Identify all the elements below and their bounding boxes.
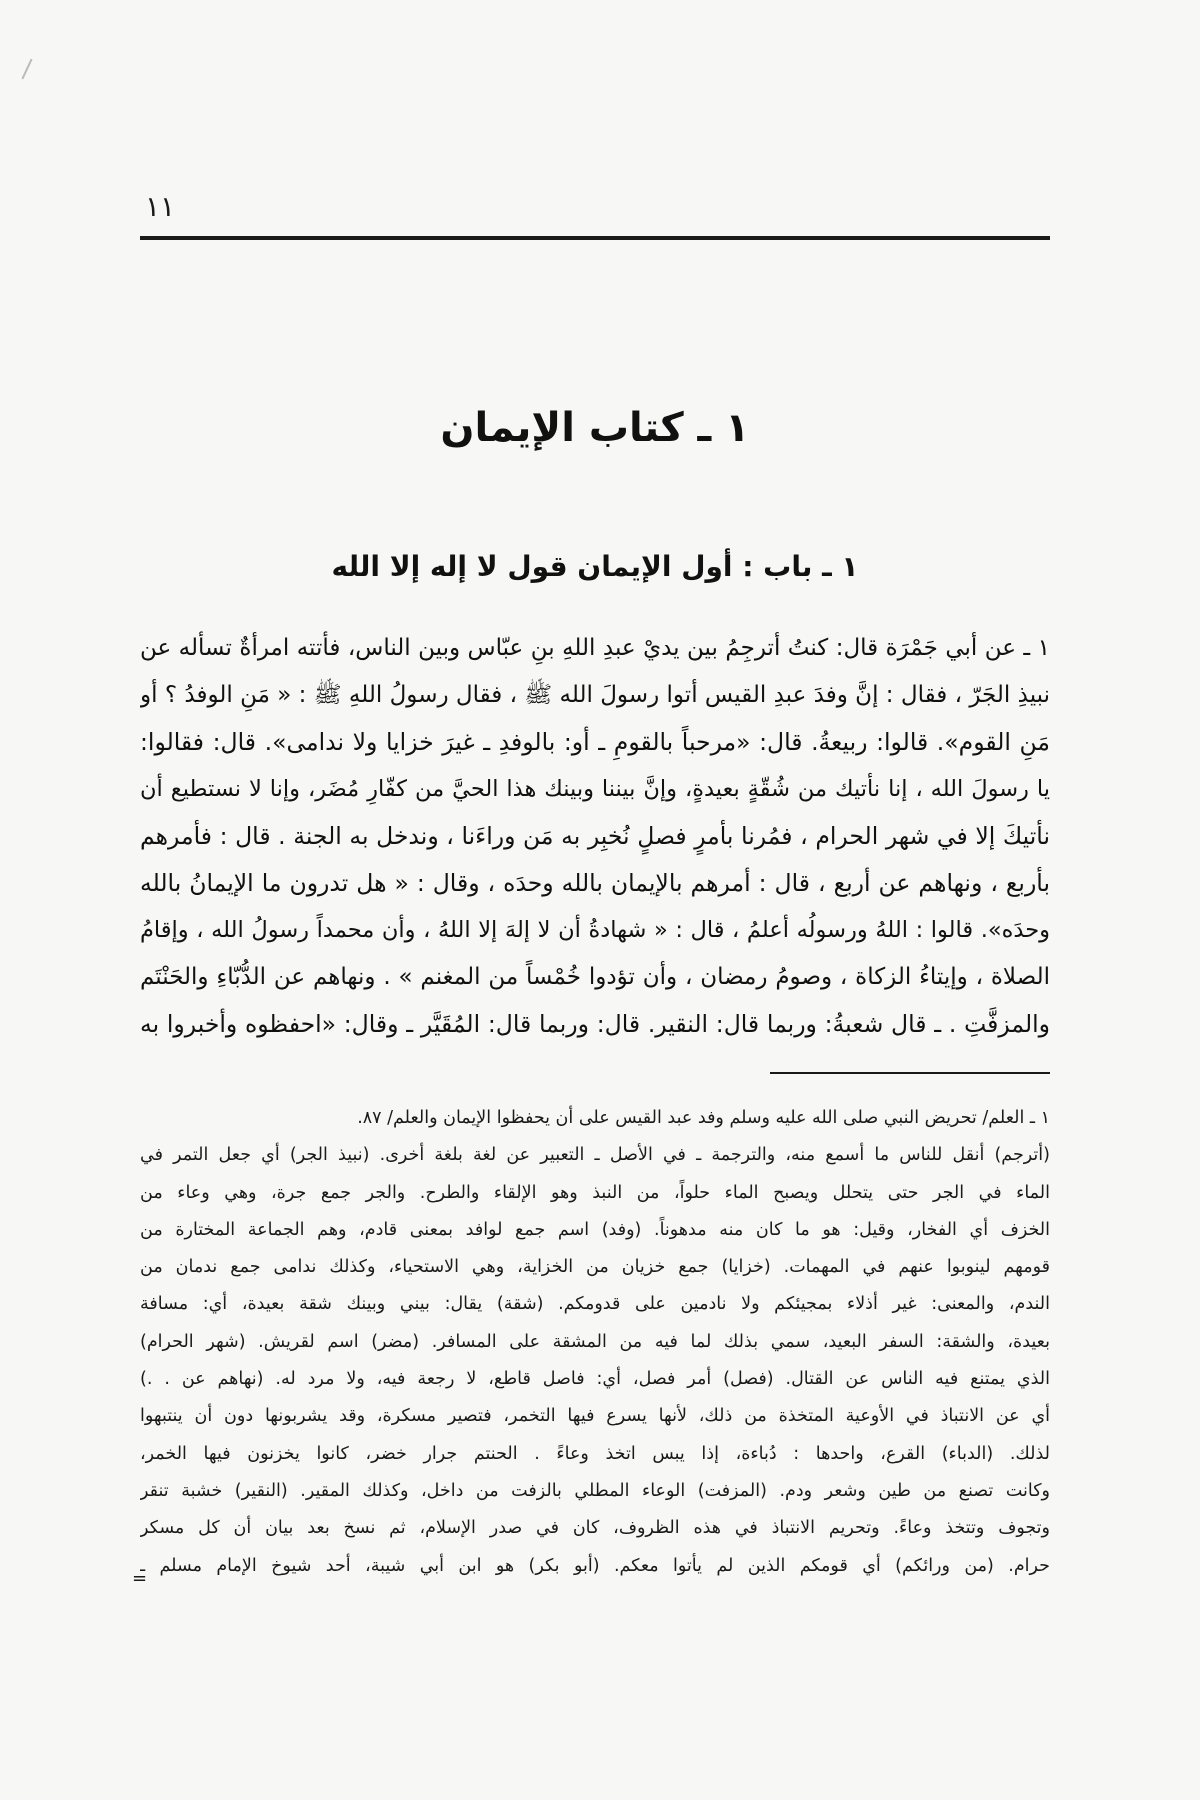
hadith-line: مَنِ القوم». قالوا: ربيعةُ. قال: «مرحباً بالقومِ ـ أو: بالوفدِ ـ غيرَ خزايا ولا ندامى». قال: فقالوا: (140, 728, 1050, 756)
footnotes (140, 1100, 1050, 1585)
hadith-line: نأتيكَ إلا في شهر الحرام ، فمُرنا بأمرٍ فصلٍ نُخبِر به مَن وراءَنا ، وندخل به الجنة . قال : فأمرهم (140, 822, 1050, 850)
footnote-line: حرام. (من ورائكم) أي قومكم الذين لم يأتوا معكم. (أبو بكر) هو ابن أبي شيبة، أحد شيوخ الإمام مسلم ـ (140, 1555, 1050, 1576)
footnote-line: قومهم لينوبوا عنهم في المهمات. (خزايا) جمع خزيان من الخزاية، وهي الاستحياء، وكذلك ندامى جمع ندمان من (140, 1257, 1050, 1278)
hadith-text (140, 625, 1050, 1048)
page-number: ١١ (145, 190, 176, 223)
footnote-line: بعيدة، والشقة: السفر البعيد، سمي بذلك لما فيه من المشقة على المسافر. (مضر) اسم لقريش. (شهر الحرام) (140, 1331, 1050, 1352)
footnote-line: وكانت تصنع من طين وشعر ودم. (المزفت) الوعاء المطلي بالزفت من داخل، وكذلك المقير. (النقير) خشبة تنقر (140, 1480, 1050, 1501)
footnote-line: وتجوف وتتخذ وعاءً. وتحريم الانتباذ في هذه الظروف، كان في صدر الإسلام، ثم نسخ بعد بيان أن كل مسكر (140, 1518, 1050, 1539)
footnote-line: (أترجم) أنقل للناس ما أسمع منه، والترجمة ـ في الأصل ـ التعبير عن لغة بلغة أخرى. (نبيذ الجر) أي جعل التمر في (140, 1145, 1050, 1166)
header-rule (140, 236, 1050, 240)
hadith-line: نبيذِ الجَرّ ، فقال : إنَّ وفدَ عبدِ القيس أتوا رسولَ الله ﷺ ، فقال رسولُ اللهِ ﷺ : « مَنِ الوفدُ ؟ أو (140, 682, 1050, 708)
hadith-line: بأربع ، ونهاهم عن أربع ، قال : أمرهم بالإيمان بالله وحدَه ، وقال : « هل تدرون ما الإيمانُ بالله (140, 869, 1050, 897)
footnote-line: الندم، والمعنى: غير أذلاء بمجيئكم ولا نادمين على قدومكم. (شقة) يقال: بيني وبينك شقة بعيدة، أي: مسافة (140, 1294, 1050, 1315)
hadith-line: ١ ـ عن أبي جَمْرَة قال: كنتُ أترجِمُ بين يديْ عبدِ اللهِ بنِ عبّاس وبين الناس، فأتته امرأةٌ تسأله عن (140, 635, 1050, 661)
footnote-rule (770, 1072, 1050, 1074)
section-title: ١ ـ باب : أول الإيمان قول لا إله إلا الله (331, 550, 859, 583)
footnote-line: الذي يمتنع فيه الناس عن القتال. (فصل) أمر فصل، أي: فاصل قاطع، لا رجعة فيه، ولا مرد له. (نهاهم عن . .) (140, 1369, 1050, 1390)
hadith-line: يا رسولَ الله ، إنا نأتيك من شُقّةٍ بعيدةٍ، وإنَّ بيننا وبينك هذا الحيَّ من كفّارِ مُضَر، وإنا لا نستطيع أن (140, 776, 1050, 802)
footnote-line: لذلك. (الدباء) القرع، واحدها : دُباءة، إذا يبس اتخذ وعاءً . الحنتم جرار خضر، كانوا يخزنون فيها الخمر، (140, 1443, 1050, 1464)
footnote-line: الخزف أي الفخار، وقيل: هو ما كان منه مدهوناً. (وفد) اسم جمع لوافد بمعنى قادم، وهم الجماعة المختارة من (140, 1219, 1050, 1240)
hadith-line: والمزفَّتِ . ـ قال شعبةُ: وربما قال: النقير. قال: وربما قال: المُقَيَّر ـ وقال: «احفظوه وأخبروا به (140, 1010, 1050, 1038)
hadith-line: وحدَه». قالوا : اللهُ ورسولُه أعلمُ ، قال : « شهادةُ أن لا إلهَ إلا اللهُ ، وأن محمداً رسولُ الله ، وإقامُ (140, 917, 1050, 943)
scan-mark (21, 59, 32, 80)
footnote-line: ١ ـ العلم/ تحريض النبي صلى الله عليه وسلم وفد عبد القيس على أن يحفظوا الإيمان والعلم/ ٨٧. (357, 1108, 1050, 1128)
footnote-line: الماء في الجر حتى يتحلل ويصبح الماء حلواً، من النبذ وهو الإلقاء والطرح. والجر جمع جرة، وهي وعاء من (140, 1182, 1050, 1203)
footnote-line: أي عن الانتباذ في الأوعية المتخذة من ذلك، لأنها يسرع فيها التخمر، فتصير مسكرة، وقد يشربونها دون أن ينتبهوا (140, 1406, 1050, 1427)
chapter-title: ١ ـ كتاب الإيمان (440, 405, 750, 451)
continuation-mark: = (132, 1568, 148, 1589)
hadith-line: الصلاة ، وإيتاءُ الزكاة ، وصومُ رمضان ، وأن تؤدوا خُمْساً من المغنم » . ونهاهم عن الدُّبّاءِ والحَنْتَم (140, 964, 1050, 990)
